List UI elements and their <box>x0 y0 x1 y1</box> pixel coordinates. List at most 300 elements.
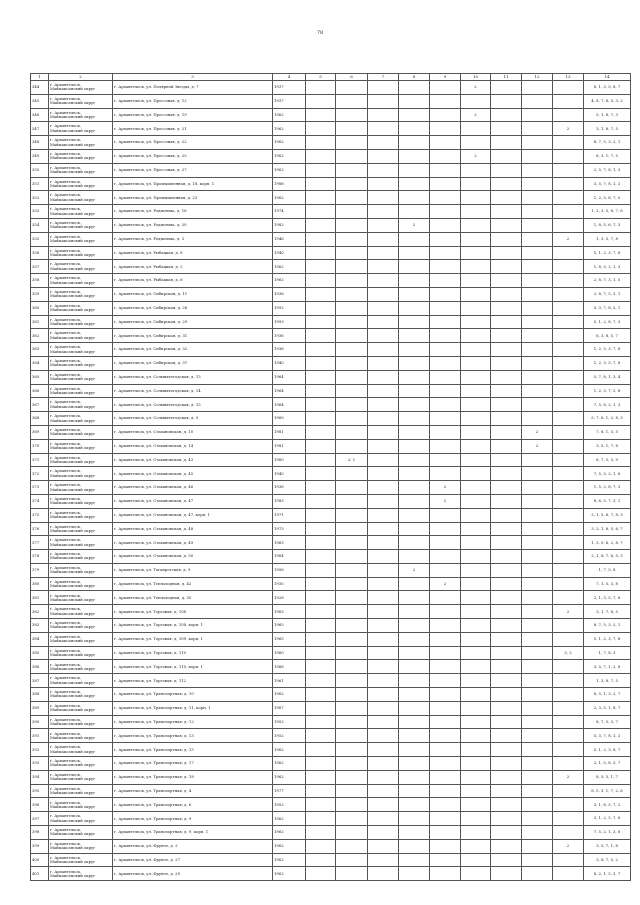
address-cell: г. Архангельск, ул. Родионова, д. 20 <box>113 218 273 232</box>
value-cell-col12 <box>522 136 553 150</box>
value-cell-col9 <box>430 370 461 384</box>
value-cell-col10 <box>461 784 491 798</box>
value-cell-col5 <box>306 688 336 702</box>
value-cell-col10 <box>461 577 491 591</box>
value-cell-col7 <box>368 867 399 881</box>
value-cell-col6 <box>336 329 368 343</box>
table-row <box>31 826 631 840</box>
value-cell-col8 <box>399 122 430 136</box>
location-city: г. Архангельск, <box>50 868 82 874</box>
value-cell-col10 <box>461 370 491 384</box>
value-cell-col12 <box>522 812 553 826</box>
value-cell-col12 <box>522 674 553 688</box>
value-cell-col6 <box>336 384 368 398</box>
value-cell-col8 <box>399 412 430 426</box>
year-cell: 1962 <box>273 688 306 702</box>
value-cell-col6 <box>336 757 368 771</box>
value-cell-col8 <box>399 425 430 439</box>
codes-cell: 3, 8, 7, 5, 2 <box>584 853 631 867</box>
value-cell-col9 <box>430 688 461 702</box>
location-city: г. Архангельск, <box>50 592 82 598</box>
value-cell-col9 <box>430 839 461 853</box>
value-cell-col11 <box>491 536 522 550</box>
location-city: г. Архангельск, <box>50 509 82 515</box>
codes-cell: 1, 8, 5, 6, 7, 3 <box>584 218 631 232</box>
location-city: г. Архангельск, <box>50 330 82 336</box>
table-row <box>31 729 631 743</box>
row-number: 372 <box>31 467 49 481</box>
value-cell-col9 <box>430 218 461 232</box>
table-row <box>31 81 631 95</box>
address-cell: г. Архангельск, ул. Сибирская, д. 28 <box>113 301 273 315</box>
location-district: Маймаксанский округ <box>50 486 96 492</box>
value-cell-col7 <box>368 163 399 177</box>
codes-cell: 3, 2, 1, 8, 5, 6, 7 <box>584 522 631 536</box>
value-cell-col6 <box>336 646 368 660</box>
value-cell-col5 <box>306 715 336 729</box>
value-cell-col13: 2 <box>553 232 584 246</box>
value-cell-col10 <box>461 481 491 495</box>
value-cell-col13 <box>553 370 584 384</box>
location-city: г. Архангельск, <box>50 275 82 281</box>
value-cell-col9 <box>430 453 461 467</box>
address-cell: г. Архангельск, ул. Торговая, д. 112 <box>113 674 273 688</box>
value-cell-col13 <box>553 577 584 591</box>
value-cell-col12 <box>522 715 553 729</box>
value-cell-col11 <box>491 467 522 481</box>
value-cell-col11 <box>491 867 522 881</box>
address-cell: г. Архангельск, ул. Стахановская, д. 50 <box>113 550 273 564</box>
value-cell-col12: 2 <box>522 425 553 439</box>
value-cell-col9 <box>430 398 461 412</box>
location-cell <box>49 163 113 177</box>
value-cell-col7 <box>368 770 399 784</box>
location-cell <box>49 770 113 784</box>
value-cell-col8 <box>399 149 430 163</box>
value-cell-col7 <box>368 356 399 370</box>
value-cell-col5 <box>306 425 336 439</box>
year-cell: 1940 <box>273 467 306 481</box>
value-cell-col11 <box>491 619 522 633</box>
value-cell-col5 <box>306 163 336 177</box>
address-cell: г. Архангельск, ул. Стахановская, д. 49 <box>113 536 273 550</box>
value-cell-col5 <box>306 536 336 550</box>
value-cell-col13 <box>553 163 584 177</box>
value-cell-col11 <box>491 315 522 329</box>
value-cell-col7 <box>368 798 399 812</box>
value-cell-col9 <box>430 660 461 674</box>
value-cell-col10 <box>461 757 491 771</box>
row-number: 350 <box>31 163 49 177</box>
row-number: 394 <box>31 770 49 784</box>
location-district: Маймаксанский округ <box>50 376 96 382</box>
location-cell <box>49 715 113 729</box>
value-cell-col10 <box>461 591 491 605</box>
column-header-14: 14 <box>584 74 631 81</box>
table-row <box>31 660 631 674</box>
value-cell-col10 <box>461 522 491 536</box>
value-cell-col11 <box>491 508 522 522</box>
location-city: г. Архангельск, <box>50 620 82 626</box>
value-cell-col11 <box>491 398 522 412</box>
location-district: Маймаксанский округ <box>50 831 96 837</box>
value-cell-col8 <box>399 398 430 412</box>
value-cell-col12 <box>522 108 553 122</box>
value-cell-col13 <box>553 826 584 840</box>
value-cell-col5 <box>306 232 336 246</box>
value-cell-col9 <box>430 274 461 288</box>
value-cell-col7 <box>368 660 399 674</box>
value-cell-col6 <box>336 701 368 715</box>
codes-cell: 1, 2, 3, 7, 5, 8 <box>584 384 631 398</box>
value-cell-col8 <box>399 839 430 853</box>
value-cell-col9 <box>430 412 461 426</box>
value-cell-col10 <box>461 453 491 467</box>
address-cell: г. Архангельск, ул. Прессовая, д. 12 <box>113 94 273 108</box>
value-cell-col6: 2, 1 <box>336 453 368 467</box>
value-cell-col10 <box>461 467 491 481</box>
location-city: г. Архангельск, <box>50 137 82 143</box>
row-number: 352 <box>31 191 49 205</box>
value-cell-col9 <box>430 646 461 660</box>
row-number: 365 <box>31 370 49 384</box>
year-cell: 1974 <box>273 205 306 219</box>
location-district: Маймаксанский округ <box>50 583 96 589</box>
value-cell-col8 <box>399 743 430 757</box>
location-cell <box>49 826 113 840</box>
column-header-7: 7 <box>368 74 399 81</box>
value-cell-col9 <box>430 743 461 757</box>
value-cell-col13 <box>553 743 584 757</box>
value-cell-col11 <box>491 660 522 674</box>
table-body <box>31 81 631 881</box>
row-number: 384 <box>31 632 49 646</box>
value-cell-col9 <box>430 812 461 826</box>
location-district: Маймаксанский округ <box>50 141 96 147</box>
value-cell-col6 <box>336 536 368 550</box>
value-cell-col10 <box>461 384 491 398</box>
value-cell-col9 <box>430 867 461 881</box>
value-cell-col12 <box>522 149 553 163</box>
location-district: Маймаксанский округ <box>50 790 96 796</box>
value-cell-col12 <box>522 550 553 564</box>
value-cell-col8 <box>399 508 430 522</box>
value-cell-col5 <box>306 522 336 536</box>
location-district: Маймаксанский округ <box>50 514 96 520</box>
value-cell-col6 <box>336 218 368 232</box>
table-row <box>31 439 631 453</box>
value-cell-col6 <box>336 522 368 536</box>
value-cell-col5 <box>306 81 336 95</box>
value-cell-col11 <box>491 177 522 191</box>
value-cell-col5 <box>306 370 336 384</box>
row-number: 347 <box>31 122 49 136</box>
value-cell-col7 <box>368 453 399 467</box>
row-number: 399 <box>31 839 49 853</box>
value-cell-col12 <box>522 453 553 467</box>
codes-cell: 2, 1, 5, 8, 3, 7 <box>584 757 631 771</box>
year-cell: 1962 <box>273 122 306 136</box>
value-cell-col5 <box>306 605 336 619</box>
value-cell-col13 <box>553 536 584 550</box>
address-cell: г. Архангельск, ул. Транспортная, д. 6 <box>113 798 273 812</box>
value-cell-col7 <box>368 191 399 205</box>
codes-cell: 8, 7, 5, 3, 9 <box>584 453 631 467</box>
value-cell-col12 <box>522 370 553 384</box>
codes-cell: 6, 3, 8, 5, 7 <box>584 329 631 343</box>
value-cell-col12 <box>522 605 553 619</box>
page-number: 78 <box>316 30 324 36</box>
value-cell-col13 <box>553 563 584 577</box>
location-city: г. Архангельск, <box>50 358 82 364</box>
codes-cell: 5, 1, 2, 3, 7, 8 <box>584 632 631 646</box>
table-row <box>31 550 631 564</box>
location-cell <box>49 425 113 439</box>
year-cell: 1971 <box>273 508 306 522</box>
location-district: Маймаксанский округ <box>50 624 96 630</box>
codes-cell: 1, 2, 5, 3, 7, 8 <box>584 343 631 357</box>
codes-cell: 2, 3, 5, 1, 8, 7 <box>584 701 631 715</box>
location-district: Маймаксанский округ <box>50 293 96 299</box>
table-row <box>31 136 631 150</box>
value-cell-col6 <box>336 605 368 619</box>
value-cell-col12 <box>522 577 553 591</box>
address-cell: г. Архангельск, ул. Транспортная, д. 4 <box>113 784 273 798</box>
value-cell-col10 <box>461 136 491 150</box>
location-city: г. Архангельск, <box>50 233 82 239</box>
address-cell: г. Архангельск, ул. Рыбацкая, д. 8 <box>113 246 273 260</box>
value-cell-col12 <box>522 218 553 232</box>
address-cell: г. Архангельск, ул. Стахановская, д. 47, корп. 1 <box>113 508 273 522</box>
value-cell-col9 <box>430 301 461 315</box>
location-city: г. Архангельск, <box>50 551 82 557</box>
value-cell-col7 <box>368 688 399 702</box>
codes-cell: 8, 3, 1, 7, 5 <box>584 149 631 163</box>
value-cell-col10 <box>461 660 491 674</box>
value-cell-col7 <box>368 591 399 605</box>
location-city: г. Архангельск, <box>50 220 82 226</box>
value-cell-col7 <box>368 439 399 453</box>
value-cell-col12 <box>522 481 553 495</box>
value-cell-col12 <box>522 274 553 288</box>
year-cell: 1981 <box>273 425 306 439</box>
location-cell <box>49 356 113 370</box>
value-cell-col6 <box>336 439 368 453</box>
table-row <box>31 591 631 605</box>
year-cell: 1962 <box>273 260 306 274</box>
table-row <box>31 508 631 522</box>
address-cell: г. Архангельск, ул. Транспортная, д. 13 <box>113 729 273 743</box>
location-city: г. Архангельск, <box>50 813 82 819</box>
value-cell-col13 <box>553 384 584 398</box>
value-cell-col5 <box>306 757 336 771</box>
value-cell-col6 <box>336 674 368 688</box>
location-city: г. Архангельск, <box>50 109 82 115</box>
table-row <box>31 798 631 812</box>
table-row <box>31 287 631 301</box>
address-cell: г. Архангельск, ул. Транспортная, д. 12 <box>113 715 273 729</box>
location-cell <box>49 177 113 191</box>
value-cell-col5 <box>306 867 336 881</box>
value-cell-col10 <box>461 826 491 840</box>
value-cell-col9 <box>430 439 461 453</box>
value-cell-col12 <box>522 729 553 743</box>
value-cell-col8 <box>399 356 430 370</box>
value-cell-col7 <box>368 563 399 577</box>
value-cell-col7 <box>368 467 399 481</box>
value-cell-col5 <box>306 481 336 495</box>
value-cell-col7 <box>368 274 399 288</box>
value-cell-col7 <box>368 743 399 757</box>
address-cell: г. Архангельск, ул. Родионова, д. 16 <box>113 205 273 219</box>
value-cell-col6 <box>336 784 368 798</box>
value-cell-col5 <box>306 563 336 577</box>
value-cell-col10 <box>461 412 491 426</box>
value-cell-col7 <box>368 136 399 150</box>
table-row <box>31 315 631 329</box>
year-cell: 1962 <box>273 826 306 840</box>
row-number: 351 <box>31 177 49 191</box>
address-cell: г. Архангельск, ул. Торговая, д. 108, корп. 1 <box>113 619 273 633</box>
location-district: Маймаксанский округ <box>50 307 96 313</box>
value-cell-col12 <box>522 660 553 674</box>
value-cell-col5 <box>306 218 336 232</box>
value-cell-col13 <box>553 632 584 646</box>
value-cell-col7 <box>368 522 399 536</box>
location-district: Маймаксанский округ <box>50 610 96 616</box>
value-cell-col11 <box>491 605 522 619</box>
value-cell-col9 <box>430 425 461 439</box>
value-cell-col6 <box>336 743 368 757</box>
codes-cell: 8, 2, 1, 5, 3, 7 <box>584 867 631 881</box>
value-cell-col5 <box>306 494 336 508</box>
address-cell: г. Архангельск, ул. Стахановская, д. 43 <box>113 453 273 467</box>
value-cell-col8 <box>399 439 430 453</box>
codes-cell: 3, 5, 1, 7, 8 <box>584 439 631 453</box>
value-cell-col9 <box>430 467 461 481</box>
value-cell-col7 <box>368 384 399 398</box>
value-cell-col5 <box>306 826 336 840</box>
value-cell-col11 <box>491 81 522 95</box>
address-cell: г. Архангельск, ул. Сибирская, д. 29 <box>113 315 273 329</box>
year-cell: 1967 <box>273 701 306 715</box>
table-row <box>31 218 631 232</box>
year-cell: 1961 <box>273 674 306 688</box>
value-cell-col13 <box>553 287 584 301</box>
codes-cell: 2, 1, 8, 7, 6, 5, 3 <box>584 550 631 564</box>
column-header-13: 13 <box>553 74 584 81</box>
value-cell-col6 <box>336 315 368 329</box>
address-cell: г. Архангельск, ул. Транспортная, д. 18 <box>113 770 273 784</box>
codes-cell: 7, 1, 5, 3, 8 <box>584 577 631 591</box>
location-city: г. Архангельск, <box>50 854 82 860</box>
value-cell-col11 <box>491 287 522 301</box>
value-cell-col11 <box>491 453 522 467</box>
value-cell-col11 <box>491 674 522 688</box>
address-cell: г. Архангельск, ул. Торговая, д. 110, корп. 1 <box>113 660 273 674</box>
column-header-2: 2 <box>49 74 113 81</box>
address-cell: г. Архангельск, ул. Стахановская, д. 48 <box>113 522 273 536</box>
value-cell-col13 <box>553 591 584 605</box>
value-cell-col6 <box>336 177 368 191</box>
value-cell-col5 <box>306 674 336 688</box>
year-cell: 1964 <box>273 398 306 412</box>
table-row <box>31 481 631 495</box>
value-cell-col5 <box>306 701 336 715</box>
value-cell-col8 <box>399 81 430 95</box>
value-cell-col10 <box>461 329 491 343</box>
location-cell <box>49 81 113 95</box>
value-cell-col12 <box>522 467 553 481</box>
codes-cell: 5, 7, 8, 1, 3, 4 <box>584 370 631 384</box>
value-cell-col6 <box>336 425 368 439</box>
address-cell: г. Архангельск, ул. Рыбацкая, д. 6 <box>113 274 273 288</box>
codes-cell: 1, 2, 3, 8, 7, 5 <box>584 191 631 205</box>
location-city: г. Архангельск, <box>50 661 82 667</box>
value-cell-col12 <box>522 122 553 136</box>
value-cell-col9 <box>430 94 461 108</box>
value-cell-col5 <box>306 191 336 205</box>
value-cell-col5 <box>306 315 336 329</box>
location-cell <box>49 632 113 646</box>
value-cell-col13 <box>553 853 584 867</box>
row-number: 382 <box>31 605 49 619</box>
location-city: г. Архангельск, <box>50 192 82 198</box>
location-district: Маймаксанский округ <box>50 417 96 423</box>
table-row <box>31 853 631 867</box>
table-row <box>31 453 631 467</box>
codes-cell: 3, 1, 2, 5, 7, 8 <box>584 812 631 826</box>
value-cell-col10 <box>461 812 491 826</box>
year-cell: 1936 <box>273 329 306 343</box>
value-cell-col9 <box>430 729 461 743</box>
value-cell-col12 <box>522 508 553 522</box>
address-cell: г. Архангельск, ул. Сибирская, д. 31 <box>113 329 273 343</box>
table-row <box>31 536 631 550</box>
value-cell-col9 <box>430 343 461 357</box>
row-number: 379 <box>31 563 49 577</box>
value-cell-col5 <box>306 660 336 674</box>
row-number: 380 <box>31 577 49 591</box>
location-district: Маймаксанский округ <box>50 748 96 754</box>
value-cell-col11 <box>491 839 522 853</box>
value-cell-col11 <box>491 632 522 646</box>
value-cell-col13: 2 <box>553 122 584 136</box>
location-cell <box>49 536 113 550</box>
address-cell: г. Архангельск, ул. Стахановская, д. 46 <box>113 481 273 495</box>
location-cell <box>49 867 113 881</box>
year-cell: 1937 <box>273 94 306 108</box>
value-cell-col8: 2 <box>399 563 430 577</box>
row-number: 362 <box>31 329 49 343</box>
value-cell-col10 <box>461 605 491 619</box>
row-number: 377 <box>31 536 49 550</box>
value-cell-col12 <box>522 246 553 260</box>
row-number: 357 <box>31 260 49 274</box>
codes-cell: 8, 1, 3, 5, 8, 7 <box>584 81 631 95</box>
codes-cell: 7, 8, 1, 3, 5 <box>584 425 631 439</box>
value-cell-col13 <box>553 108 584 122</box>
value-cell-col10 <box>461 163 491 177</box>
value-cell-col13 <box>553 715 584 729</box>
location-cell <box>49 439 113 453</box>
value-cell-col6 <box>336 812 368 826</box>
value-cell-col11 <box>491 743 522 757</box>
value-cell-col8 <box>399 287 430 301</box>
value-cell-col10 <box>461 743 491 757</box>
value-cell-col6 <box>336 122 368 136</box>
row-number: 375 <box>31 508 49 522</box>
